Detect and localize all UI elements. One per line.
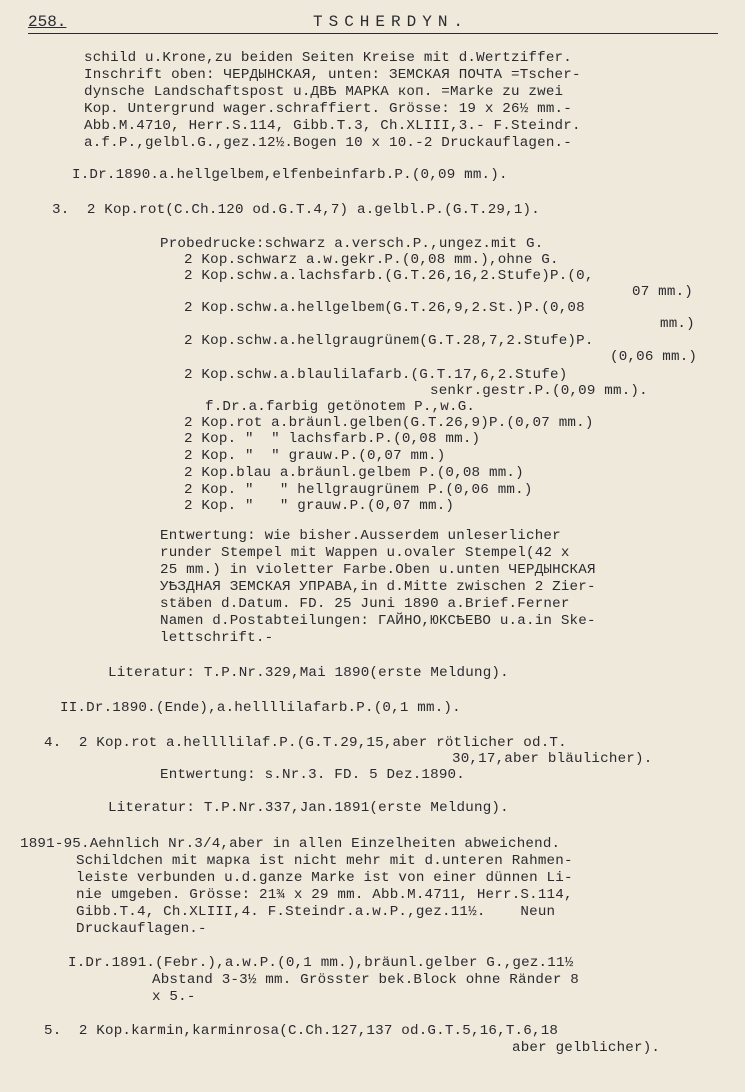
literature-note: Literatur: T.P.Nr.337,Jan.1891(erste Meldung). [108, 800, 509, 816]
text-line: dynsche Landschaftspost u.ДВѢ МАРКА коп. =Marke zu zwei [84, 84, 564, 100]
text-line: senkr.gestr.P.(0,09 mm.). [430, 383, 648, 399]
text-line: 2 Kop.schw.a.lachsfarb.(G.T.26,16,2.Stufe)P.(0, [184, 268, 594, 284]
page-title: TSCHERDYN. [313, 13, 470, 31]
text-line: x 5.- [152, 989, 196, 1005]
text-line: 2 Kop.schw.a.hellgraugrünem(G.T.28,7,2.Stufe)P. [184, 333, 594, 349]
text-line: runder Stempel mit Wappen u.ovaler Stempel(42 x [160, 545, 570, 561]
section-heading: I.Dr.1891.(Febr.),a.w.P.(0,1 mm.),bräunl.gelber G.,gez.11½ [68, 955, 574, 971]
text-line: 2 Kop.blau a.bräunl.gelbem P.(0,08 mm.) [184, 465, 524, 481]
text-line: 1891-95.Aehnlich Nr.3/4,aber in allen Einzelheiten abweichend. [20, 836, 561, 852]
text-line: aber gelblicher). [512, 1040, 661, 1056]
text-line: Abb.M.4710, Herr.S.114, Gibb.T.3, Ch.XLIII,3.- F.Steindr. [84, 118, 581, 134]
text-line: Entwertung: s.Nr.3. FD. 5 Dez.1890. [160, 767, 465, 783]
text-line: 2 Kop.rot a.bräunl.gelben(G.T.26,9)P.(0,07 mm.) [184, 415, 594, 431]
text-line: lettschrift.- [160, 630, 274, 646]
literature-note: Literatur: T.P.Nr.329,Mai 1890(erste Meldung). [108, 665, 509, 681]
text-line: stäben d.Datum. FD. 25 Juni 1890 a.Brief.Ferner [160, 596, 570, 612]
text-line: Druckauflagen.- [76, 921, 207, 937]
subsection-heading: Probedrucke:schwarz a.versch.P.,ungez.mit G. [160, 236, 544, 252]
text-line: 07 mm.) [632, 284, 693, 300]
text-line: Abstand 3-3½ mm. Grösster bek.Block ohne Ränder 8 [152, 972, 579, 988]
text-line: Schildchen mit марка ist nicht mehr mit d.unteren Rahmen- [76, 853, 573, 869]
text-line: 2 Kop.schw.a.blaulilafarb.(G.T.17,6,2.Stufe) [184, 367, 568, 383]
text-line: 2 Kop. " " grauw.P.(0,07 mm.) [184, 498, 455, 514]
text-line: УѢЗДНАЯ ЗЕМСКАЯ УПРАВА,in d.Mitte zwischen 2 Zier- [160, 579, 596, 595]
text-line: 2 Kop. " " lachsfarb.P.(0,08 mm.) [184, 431, 481, 447]
text-line: nie umgeben. Grösse: 21¾ x 29 mm. Abb.M.4711, Herr.S.114, [76, 887, 573, 903]
text-line: schild u.Krone,zu beiden Seiten Kreise mit d.Wertziffer. [84, 50, 572, 66]
catalog-entry: 5. 2 Kop.karmin,karminrosa(C.Ch.127,137 od.G.T.5,16,T.6,18 [44, 1023, 559, 1039]
header-rule [28, 33, 718, 34]
text-line: Namen d.Postabteilungen: ГАЙНО,ЮКСѢЕВО u.a.in Ske- [160, 613, 596, 629]
text-line: Gibb.T.4, Ch.XLIII,4. F.Steindr.a.w.P.,gez.11½. Neun [76, 904, 556, 920]
text-line: mm.) [660, 316, 695, 332]
section-heading: II.Dr.1890.(Ende),a.hellllilafarb.P.(0,1 mm.). [60, 700, 461, 716]
catalog-entry: 4. 2 Kop.rot a.hellllilaf.P.(G.T.29,15,aber rötlicher od.T. [44, 735, 567, 751]
page-number: 258. [28, 13, 67, 31]
text-line: 2 Kop.schw.a.hellgelbem(G.T.26,9,2.St.)P.(0,08 [184, 300, 585, 316]
catalog-entry: 3. 2 Kop.rot(C.Ch.120 od.G.T.4,7) a.gelbl.P.(G.T.29,1). [52, 202, 540, 218]
text-line: leiste verbunden u.d.ganze Marke ist von einer dünnen Li- [76, 870, 573, 886]
text-line: Entwertung: wie bisher.Ausserdem unleserlicher [160, 528, 561, 544]
page-header [28, 13, 718, 35]
text-line: 2 Kop. " " grauw.P.(0,07 mm.) [184, 448, 446, 464]
text-line: 30,17,aber bläulicher). [452, 751, 653, 767]
text-line: a.f.P.,gelbl.G.,gez.12½.Bogen 10 x 10.-2 Druckauflagen.- [84, 135, 572, 151]
text-line: (0,06 mm.) [610, 349, 698, 365]
text-line: Inschrift oben: ЧЕРДЫНСКАЯ, unten: ЗЕМСКАЯ ПОЧТА =Tscher- [84, 67, 581, 83]
section-heading: I.Dr.1890.a.hellgelbem,elfenbeinfarb.P.(0,09 mm.). [72, 167, 508, 183]
text-line: 2 Kop. " " hellgraugrünem P.(0,06 mm.) [184, 482, 533, 498]
text-line: f.Dr.a.farbig getönotem P.,w.G. [205, 399, 476, 415]
text-line: 25 mm.) in violetter Farbe.Oben u.unten ЧЕРДЫНСКАЯ [160, 562, 596, 578]
text-line: Kop. Untergrund wager.schraffiert. Grösse: 19 x 26½ mm.- [84, 101, 572, 117]
text-line: 2 Kop.schwarz a.w.gekr.P.(0,08 mm.),ohne G. [184, 252, 559, 268]
